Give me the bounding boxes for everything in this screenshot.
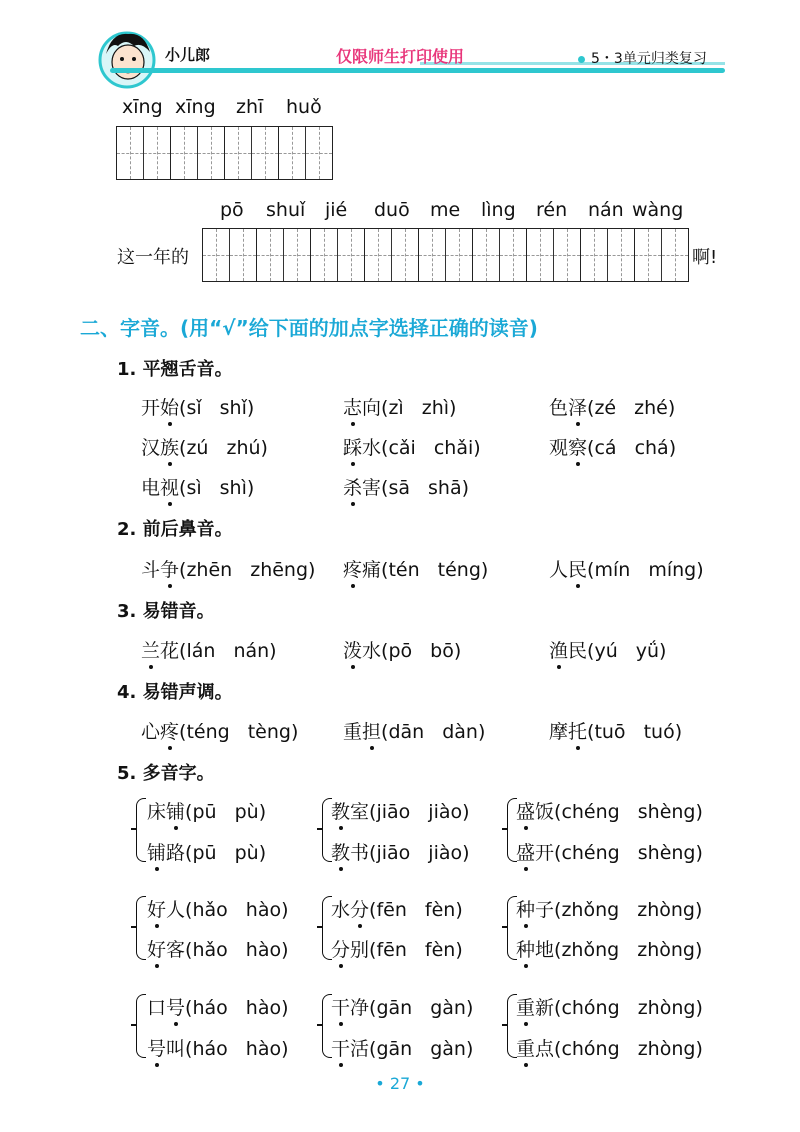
- pronunciation-item[interactable]: [141, 473, 254, 500]
- pronunciation-item[interactable]: [343, 433, 481, 460]
- subsection-4: 4. 易错声调。: [117, 682, 233, 703]
- char-box[interactable]: [279, 127, 332, 179]
- word-char: 重: [516, 997, 536, 1019]
- word-char: 心: [141, 721, 161, 743]
- word-char: 察: [568, 437, 588, 459]
- pinyin: duō: [374, 199, 410, 221]
- word-char: 开: [141, 397, 161, 419]
- pinyin: shuǐ: [266, 199, 306, 221]
- pinyin-options[interactable]: (tén téng): [381, 559, 489, 581]
- brace: [136, 896, 146, 960]
- word-char: 路: [166, 842, 186, 864]
- pinyin-options[interactable]: (háo hào): [185, 997, 289, 1019]
- word-char: 叫: [166, 1038, 186, 1060]
- pinyin-options[interactable]: (mín míng): [587, 559, 704, 581]
- word-char: 分: [331, 939, 351, 961]
- word-char: 色: [549, 397, 569, 419]
- pronunciation-item[interactable]: [147, 1034, 289, 1061]
- pronunciation-item[interactable]: [141, 393, 254, 420]
- word-char: 盛: [516, 801, 536, 823]
- word-char: 室: [350, 801, 370, 823]
- pinyin-options[interactable]: (lán nán): [179, 640, 277, 662]
- word-char: 号: [166, 997, 186, 1019]
- pinyin-options[interactable]: (jiāo jiào): [369, 842, 470, 864]
- pinyin-options[interactable]: (chóng zhòng): [554, 1038, 703, 1060]
- pinyin-options[interactable]: (téng tèng): [179, 721, 299, 743]
- pinyin-options[interactable]: (zì zhì): [381, 397, 457, 419]
- word-char: 害: [362, 477, 382, 499]
- char-box[interactable]: [203, 229, 257, 281]
- pronunciation-item[interactable]: [147, 797, 266, 824]
- subsection-3: 3. 易错音。: [117, 601, 215, 622]
- pronunciation-item[interactable]: [343, 393, 456, 420]
- pronunciation-item[interactable]: [516, 895, 702, 922]
- pronunciation-item[interactable]: [147, 935, 289, 962]
- pronunciation-item[interactable]: [331, 838, 470, 865]
- word-char: 客: [166, 939, 186, 961]
- pronunciation-item[interactable]: [343, 636, 461, 663]
- word-char: 种: [516, 939, 536, 961]
- sentence-suffix: 啊!: [692, 247, 718, 268]
- word-char: 泽: [568, 397, 588, 419]
- pinyin: zhī: [236, 96, 264, 118]
- word-char: 人: [166, 899, 186, 921]
- word-char: 民: [568, 640, 588, 662]
- subsection-5: 5. 多音字。: [117, 763, 215, 784]
- word-char: 书: [350, 842, 370, 864]
- pinyin-options[interactable]: (gān gàn): [369, 997, 474, 1019]
- word-char: 斗: [141, 559, 161, 581]
- pronunciation-item[interactable]: [549, 717, 682, 744]
- word-char: 活: [350, 1038, 370, 1060]
- char-box[interactable]: [225, 127, 279, 179]
- pinyin: me: [430, 199, 461, 221]
- word-char: 点: [535, 1038, 555, 1060]
- writing-grid-2[interactable]: [202, 228, 689, 282]
- word-char: 重: [516, 1038, 536, 1060]
- word-char: 痛: [362, 559, 382, 581]
- pronunciation-item[interactable]: [549, 636, 666, 663]
- word-char: 兰: [141, 640, 161, 662]
- pinyin: pō: [220, 199, 244, 221]
- pronunciation-item[interactable]: [516, 797, 703, 824]
- header-rule: [110, 68, 725, 73]
- pinyin-options[interactable]: (sā shā): [381, 477, 470, 499]
- pronunciation-item[interactable]: [147, 895, 289, 922]
- pinyin: wàng: [632, 199, 684, 221]
- pinyin-options[interactable]: (zú zhú): [179, 437, 268, 459]
- pronunciation-item[interactable]: [549, 555, 704, 582]
- pronunciation-item[interactable]: [549, 393, 675, 420]
- word-char: 担: [362, 721, 382, 743]
- char-box[interactable]: [635, 229, 688, 281]
- word-char: 号: [147, 1038, 167, 1060]
- pinyin-options[interactable]: (tuō tuó): [587, 721, 683, 743]
- print-notice: 仅限师生打印使用: [336, 47, 465, 66]
- word-char: 托: [568, 721, 588, 743]
- word-char: 观: [549, 437, 569, 459]
- pinyin-options[interactable]: (zhǒng zhòng): [554, 939, 703, 961]
- word-char: 教: [331, 801, 351, 823]
- char-box[interactable]: [419, 229, 473, 281]
- word-char: 铺: [147, 842, 167, 864]
- brace: [136, 994, 146, 1058]
- word-char: 始: [160, 397, 180, 419]
- char-box[interactable]: [365, 229, 419, 281]
- pinyin-options[interactable]: (pō bō): [381, 640, 462, 662]
- char-box[interactable]: [581, 229, 635, 281]
- writing-grid-1[interactable]: [116, 126, 333, 180]
- pinyin-options[interactable]: (cá chá): [587, 437, 677, 459]
- word-char: 疼: [160, 721, 180, 743]
- word-char: 向: [362, 397, 382, 419]
- word-char: 族: [160, 437, 180, 459]
- pronunciation-item[interactable]: [141, 555, 315, 582]
- pinyin-options[interactable]: (háo hào): [185, 1038, 289, 1060]
- word-char: 好: [147, 899, 167, 921]
- pinyin: nán: [588, 199, 624, 221]
- pinyin-options[interactable]: (hǎo hào): [185, 899, 289, 921]
- word-char: 人: [549, 559, 569, 581]
- pronunciation-item[interactable]: [331, 1034, 473, 1061]
- pronunciation-item[interactable]: [343, 717, 485, 744]
- pinyin-options[interactable]: (zhǒng zhòng): [554, 899, 703, 921]
- pinyin-options[interactable]: (cǎi chǎi): [381, 437, 481, 459]
- subsection-1: 1. 平翘舌音。: [117, 359, 233, 380]
- pronunciation-item[interactable]: [516, 935, 702, 962]
- char-box[interactable]: [527, 229, 581, 281]
- char-box[interactable]: [473, 229, 527, 281]
- word-char: 汉: [141, 437, 161, 459]
- pinyin-options[interactable]: (jiāo jiào): [369, 801, 470, 823]
- char-box[interactable]: [117, 127, 171, 179]
- bullet-icon: [578, 56, 585, 63]
- word-char: 踩: [343, 437, 363, 459]
- page-header: [0, 0, 800, 90]
- pinyin-options[interactable]: (sǐ shǐ): [179, 397, 255, 419]
- pinyin-options[interactable]: (chóng zhòng): [554, 997, 703, 1019]
- word-char: 别: [350, 939, 370, 961]
- word-char: 花: [160, 640, 180, 662]
- char-box[interactable]: [171, 127, 225, 179]
- brace: [136, 798, 146, 862]
- word-char: 地: [535, 939, 555, 961]
- pronunciation-item[interactable]: [331, 797, 470, 824]
- pinyin-options[interactable]: (dān dàn): [381, 721, 486, 743]
- page-number: • 27 •: [375, 1074, 425, 1093]
- word-char: 好: [147, 939, 167, 961]
- word-char: 水: [362, 640, 382, 662]
- brand-name: 小儿郎: [165, 46, 211, 64]
- pinyin: rén: [536, 199, 568, 221]
- unit-label: [578, 48, 707, 68]
- char-box[interactable]: [311, 229, 365, 281]
- word-char: 口: [147, 997, 167, 1019]
- word-char: 争: [160, 559, 180, 581]
- pinyin-options[interactable]: (fēn fèn): [369, 939, 463, 961]
- char-box[interactable]: [257, 229, 311, 281]
- word-char: 盛: [516, 842, 536, 864]
- pronunciation-item[interactable]: [147, 993, 289, 1020]
- pronunciation-item[interactable]: [331, 993, 473, 1020]
- section-title: 二、字音。(用“√”给下面的加点字选择正确的读音): [80, 316, 538, 340]
- pinyin-options[interactable]: (gān gàn): [369, 1038, 474, 1060]
- word-char: 杀: [343, 477, 363, 499]
- pinyin: xīng: [122, 96, 163, 118]
- word-char: 种: [516, 899, 536, 921]
- word-char: 子: [535, 899, 555, 921]
- word-char: 开: [535, 842, 555, 864]
- word-char: 摩: [549, 721, 569, 743]
- word-char: 泼: [343, 640, 363, 662]
- word-char: 分: [350, 899, 370, 921]
- pronunciation-item[interactable]: [343, 555, 488, 582]
- pinyin-options[interactable]: (yú yǘ): [587, 640, 667, 662]
- pronunciation-item[interactable]: [141, 433, 268, 460]
- pinyin: jié: [325, 199, 348, 221]
- unit-text: 5・3单元归类复习: [591, 51, 707, 67]
- pinyin-options[interactable]: (sì shì): [179, 477, 255, 499]
- pinyin-options[interactable]: (pū pù): [185, 842, 267, 864]
- word-char: 视: [160, 477, 180, 499]
- pinyin-options[interactable]: (chéng shèng): [554, 801, 703, 823]
- word-char: 疼: [343, 559, 363, 581]
- pinyin: xīng: [175, 96, 216, 118]
- pinyin-options[interactable]: (chéng shèng): [554, 842, 703, 864]
- word-char: 民: [568, 559, 588, 581]
- pronunciation-item[interactable]: [516, 993, 703, 1020]
- word-char: 干: [331, 997, 351, 1019]
- pinyin: huǒ: [286, 96, 322, 118]
- word-char: 水: [362, 437, 382, 459]
- pronunciation-item[interactable]: [516, 838, 703, 865]
- pinyin: lìng: [481, 199, 516, 221]
- pronunciation-item[interactable]: [141, 717, 298, 744]
- pronunciation-item[interactable]: [343, 473, 469, 500]
- word-char: 干: [331, 1038, 351, 1060]
- word-char: 饭: [535, 801, 555, 823]
- word-char: 铺: [166, 801, 186, 823]
- word-char: 教: [331, 842, 351, 864]
- pronunciation-item[interactable]: [516, 1034, 703, 1061]
- word-char: 净: [350, 997, 370, 1019]
- boy-mascot-icon: [98, 28, 156, 90]
- word-char: 志: [343, 397, 363, 419]
- word-char: 电: [141, 477, 161, 499]
- pinyin-options[interactable]: (zé zhé): [587, 397, 676, 419]
- sentence-prefix: 这一年的: [117, 247, 189, 268]
- pronunciation-item[interactable]: [331, 895, 463, 922]
- word-char: 床: [147, 801, 167, 823]
- pronunciation-item[interactable]: [147, 838, 266, 865]
- pronunciation-item[interactable]: [141, 636, 277, 663]
- word-char: 重: [343, 721, 363, 743]
- pinyin-options[interactable]: (zhēn zhēng): [179, 559, 316, 581]
- subsection-2: 2. 前后鼻音。: [117, 519, 233, 540]
- word-char: 渔: [549, 640, 569, 662]
- word-char: 新: [535, 997, 555, 1019]
- pronunciation-item[interactable]: [331, 935, 463, 962]
- pronunciation-item[interactable]: [549, 433, 676, 460]
- pinyin-options[interactable]: (pū pù): [185, 801, 267, 823]
- pinyin-options[interactable]: (hǎo hào): [185, 939, 289, 961]
- pinyin-options[interactable]: (fēn fèn): [369, 899, 463, 921]
- word-char: 水: [331, 899, 351, 921]
